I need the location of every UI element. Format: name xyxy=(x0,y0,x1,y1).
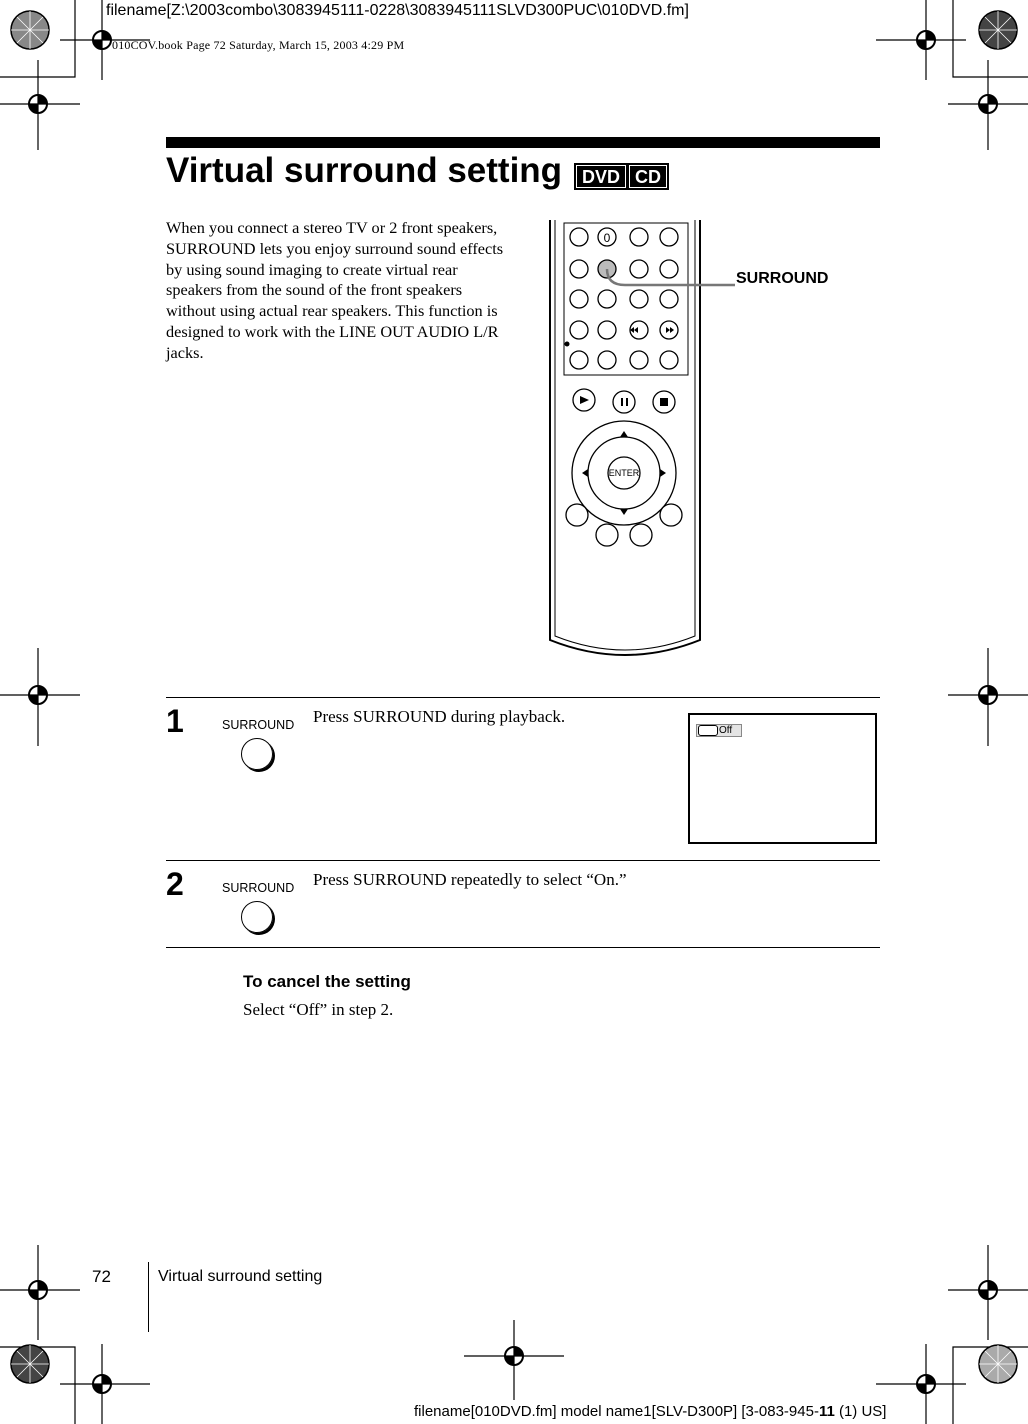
cd-badge: CD xyxy=(627,163,669,190)
page-title: Virtual surround setting xyxy=(166,151,563,190)
surround-button xyxy=(241,738,273,770)
remote-enter-label: ENTER xyxy=(608,468,640,478)
page-number: 72 xyxy=(92,1267,111,1286)
footer-file-prefix: filename[010DVD.fm] model name1[SLV-D300P] [3-083-945- xyxy=(414,1403,819,1420)
step-number: 2 xyxy=(166,866,184,902)
step-text: Press SURROUND during playback. xyxy=(313,707,566,726)
step-text: Press SURROUND repeatedly to select “On.” xyxy=(313,870,627,889)
footer-section-title: Virtual surround setting xyxy=(158,1268,323,1285)
osd-surround-indicator xyxy=(696,724,742,737)
print-footer-filename xyxy=(414,1403,886,1420)
remote-control-illustration xyxy=(540,215,740,665)
step-divider xyxy=(166,860,880,861)
surround-button-label: SURROUND xyxy=(222,718,295,732)
title-rule xyxy=(166,137,880,148)
footer-file-bold: 11 xyxy=(818,1403,835,1420)
footer-divider xyxy=(148,1262,149,1332)
cancel-text: Select “Off” in step 2. xyxy=(243,1000,394,1019)
step-number: 1 xyxy=(166,703,184,739)
dvd-badge: DVD xyxy=(574,163,628,190)
footer-file-suffix: (1) US] xyxy=(834,1403,887,1420)
surround-callout-label: SURROUND xyxy=(736,270,829,287)
osd-value: Off xyxy=(719,725,733,736)
step-divider xyxy=(166,947,880,948)
print-header-book-info: 010COV.book Page 72 Saturday, March 15, 2003 4:29 PM xyxy=(112,38,405,52)
surround-osd-icon xyxy=(698,725,718,736)
surround-button xyxy=(241,901,273,933)
surround-button-label: SURROUND xyxy=(222,881,295,895)
intro-paragraph: When you connect a stereo TV or 2 front speakers, SURROUND lets you enjoy surround sound effects by using sound imaging to create virtual rear speakers from the sound of the front speakers without using actual rear speakers. This function is designed to work with the LINE OUT AUDIO L/R jacks. xyxy=(166,218,504,362)
remote-key-zero: 0 xyxy=(603,231,611,245)
print-header-filename: filename[Z:\2003combo\3083945111-0228\3083945111SLVD300PUC\010DVD.fm] xyxy=(106,2,689,19)
step-divider xyxy=(166,697,880,698)
cancel-heading: To cancel the setting xyxy=(243,972,411,991)
